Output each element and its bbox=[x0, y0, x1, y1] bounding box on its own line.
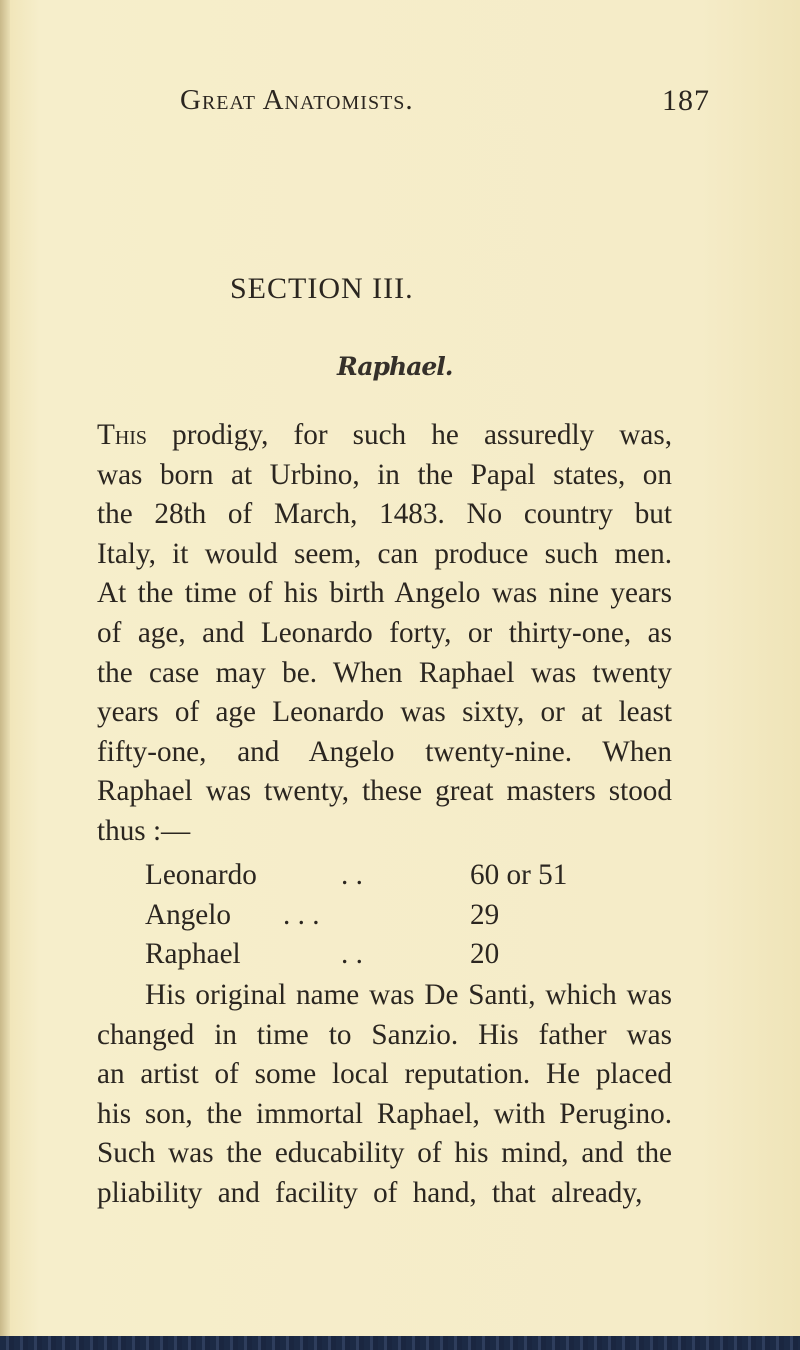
table-row bbox=[145, 896, 665, 936]
paragraph-line: the case may be. When Raphael was twenty bbox=[97, 656, 672, 689]
page-gutter bbox=[0, 0, 10, 1350]
table-row bbox=[145, 856, 665, 896]
paragraph-line: of age, and Leonardo forty, or thirty-one, as bbox=[97, 616, 672, 649]
paragraph-line: His original name was De Santi, which was bbox=[145, 979, 672, 1011]
paragraph-line: fifty-one, and Angelo twenty-nine. When bbox=[97, 735, 672, 768]
paragraph-line: This prodigy, for such he assuredly was, bbox=[97, 419, 672, 451]
section-title: SECTION III. bbox=[230, 272, 414, 305]
lead-word: This bbox=[97, 419, 148, 451]
section-subject: Raphael. bbox=[337, 352, 453, 381]
page-number: 187 bbox=[662, 84, 710, 117]
ages-table bbox=[145, 856, 665, 975]
book-edge bbox=[0, 1336, 800, 1350]
master-age: 20 bbox=[470, 938, 500, 971]
leader-dots: . . bbox=[341, 859, 363, 891]
paragraph-2 bbox=[97, 976, 672, 1214]
running-title: Great Anatomists. bbox=[180, 84, 414, 116]
paragraph-line: pliability and facility of hand, that already, bbox=[97, 1176, 643, 1209]
paragraph-line: the 28th of March, 1483. No country but bbox=[97, 498, 672, 531]
master-age: 29 bbox=[470, 898, 500, 931]
paragraph-line: Raphael was twenty, these great masters stood bbox=[97, 775, 672, 808]
paragraph-line: Italy, it would seem, can produce such men. bbox=[97, 537, 672, 570]
paragraph-line: years of age Leonardo was sixty, or at least bbox=[97, 696, 672, 729]
paragraph-1 bbox=[97, 416, 672, 852]
master-name: Angelo bbox=[145, 898, 231, 931]
paragraph-line: was born at Urbino, in the Papal states, on bbox=[97, 458, 672, 491]
leader-dots: . . bbox=[341, 938, 363, 971]
master-name: Raphael bbox=[145, 938, 241, 971]
paragraph-line: an artist of some local reputation. He placed bbox=[97, 1058, 672, 1091]
paragraph-line: thus :— bbox=[97, 814, 191, 847]
paragraph-line: changed in time to Sanzio. His father was bbox=[97, 1018, 672, 1051]
paragraph-line: his son, the immortal Raphael, with Perugino. bbox=[97, 1097, 672, 1130]
leader-dots: . . . bbox=[283, 898, 320, 931]
paragraph-line: Such was the educability of his mind, and the bbox=[97, 1137, 672, 1170]
master-age: 60 or 51 bbox=[470, 859, 568, 891]
table-row bbox=[145, 935, 665, 975]
paragraph-line: At the time of his birth Angelo was nine years bbox=[97, 577, 672, 610]
master-name: Leonardo bbox=[145, 859, 257, 891]
running-head bbox=[180, 84, 710, 124]
